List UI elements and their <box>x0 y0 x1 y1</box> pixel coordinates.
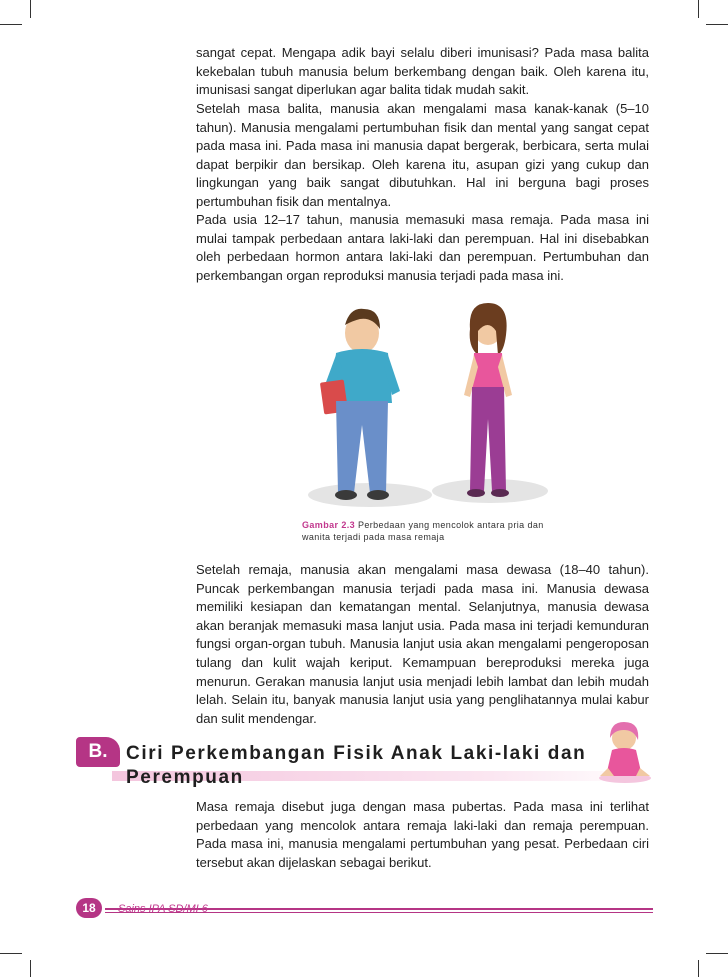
paragraph-imunisasi: sangat cepat. Mengapa adik bayi selalu diberi imunisasi? Pada masa balita kekebalan tubuh manusia belum berkembang dengan baik. Oleh karena itu, imunisasi sangat diperlukan agar balita tidak mudah sakit. <box>196 45 649 98</box>
crop-mark <box>706 24 728 25</box>
book-title: Sains IPA SD/MI 6 <box>118 903 208 915</box>
figure-caption-text: Perbedaan yang mencolok antara pria dan wanita terjadi pada masa remaja <box>302 520 544 542</box>
sitting-girl-icon <box>594 718 656 784</box>
paragraph-dewasa: Setelah remaja, manusia akan mengalami masa dewasa (18–40 tahun). Puncak perkembangan manusia terjadi pada masa ini. Manusia dewasa memiliki kesiapan dan kematangan mental. Selanjutnya, manusia dewasa akan beranjak memasuki masa lanjut usia. Pada masa ini terjadi kemunduran fungsi organ-organ tubuh. Manusia lanjut usia akan mengalami pengeroposan tulang dan kulit wajah keriput. Kemampuan bereproduksi mereka juga menurun. Gerakan manusia lanjut usia menjadi lebih lambat dan lebih mudah lelah. Selain itu, banyak manusia lanjut usia yang penglihatannya mulai kabur dan sulit mendengar. <box>196 562 649 726</box>
girl-figure <box>464 303 512 497</box>
paragraph-remaja: Pada usia 12–17 tahun, manusia memasuki masa remaja. Pada masa ini mulai tampak perbedaan antara laki-laki dan perempuan. Hal ini disebabkan oleh perbedaan hormon antara laki-laki dan perempuan. Pertumbuhan dan perkembangan organ reproduksi manusia terjadi pada masa ini. <box>196 212 649 283</box>
paragraph-kanak-kanak: Setelah masa balita, manusia akan mengalami masa kanak-kanak (5–10 tahun). Manusia mengalami pertumbuhan fisik dan mental yang sangat cepat pada masa ini. Pada masa ini manusia dapat bergerak, berbicara, serta mulai dapat berpikir dan bersikap. Oleh karena itu, asupan gizi yang cukup dan lingkungan yang baik sangat dibutuhkan. Hal ini berguna bagi proses pertumbuhan fisik dan mentalnya. <box>196 101 649 209</box>
page-number: 18 <box>76 898 102 918</box>
crop-mark <box>30 0 31 18</box>
paragraph-pubertas: Masa remaja disebut juga dengan masa pubertas. Pada masa ini terlihat perbedaan yang mencolok antara remaja laki-laki dan remaja perempuan. Pada masa ini, manusia mengalami pertumbuhan yang pesat. Perbedaan ciri tersebut akan dijelaskan sebagai berikut. <box>196 799 649 870</box>
section-title: Ciri Perkembangan Fisik Anak Laki-laki dan Perempuan <box>126 743 587 788</box>
crop-mark <box>698 960 699 977</box>
figure-label: Gambar 2.3 <box>302 520 356 530</box>
crop-mark <box>0 24 22 25</box>
boy-figure <box>320 309 400 500</box>
section-letter-badge: B. <box>76 737 120 767</box>
figure-caption <box>302 519 572 543</box>
crop-mark <box>30 960 31 977</box>
crop-mark <box>0 953 22 954</box>
boy-girl-illustration <box>300 295 560 515</box>
crop-mark <box>706 953 728 954</box>
crop-mark <box>698 0 699 18</box>
